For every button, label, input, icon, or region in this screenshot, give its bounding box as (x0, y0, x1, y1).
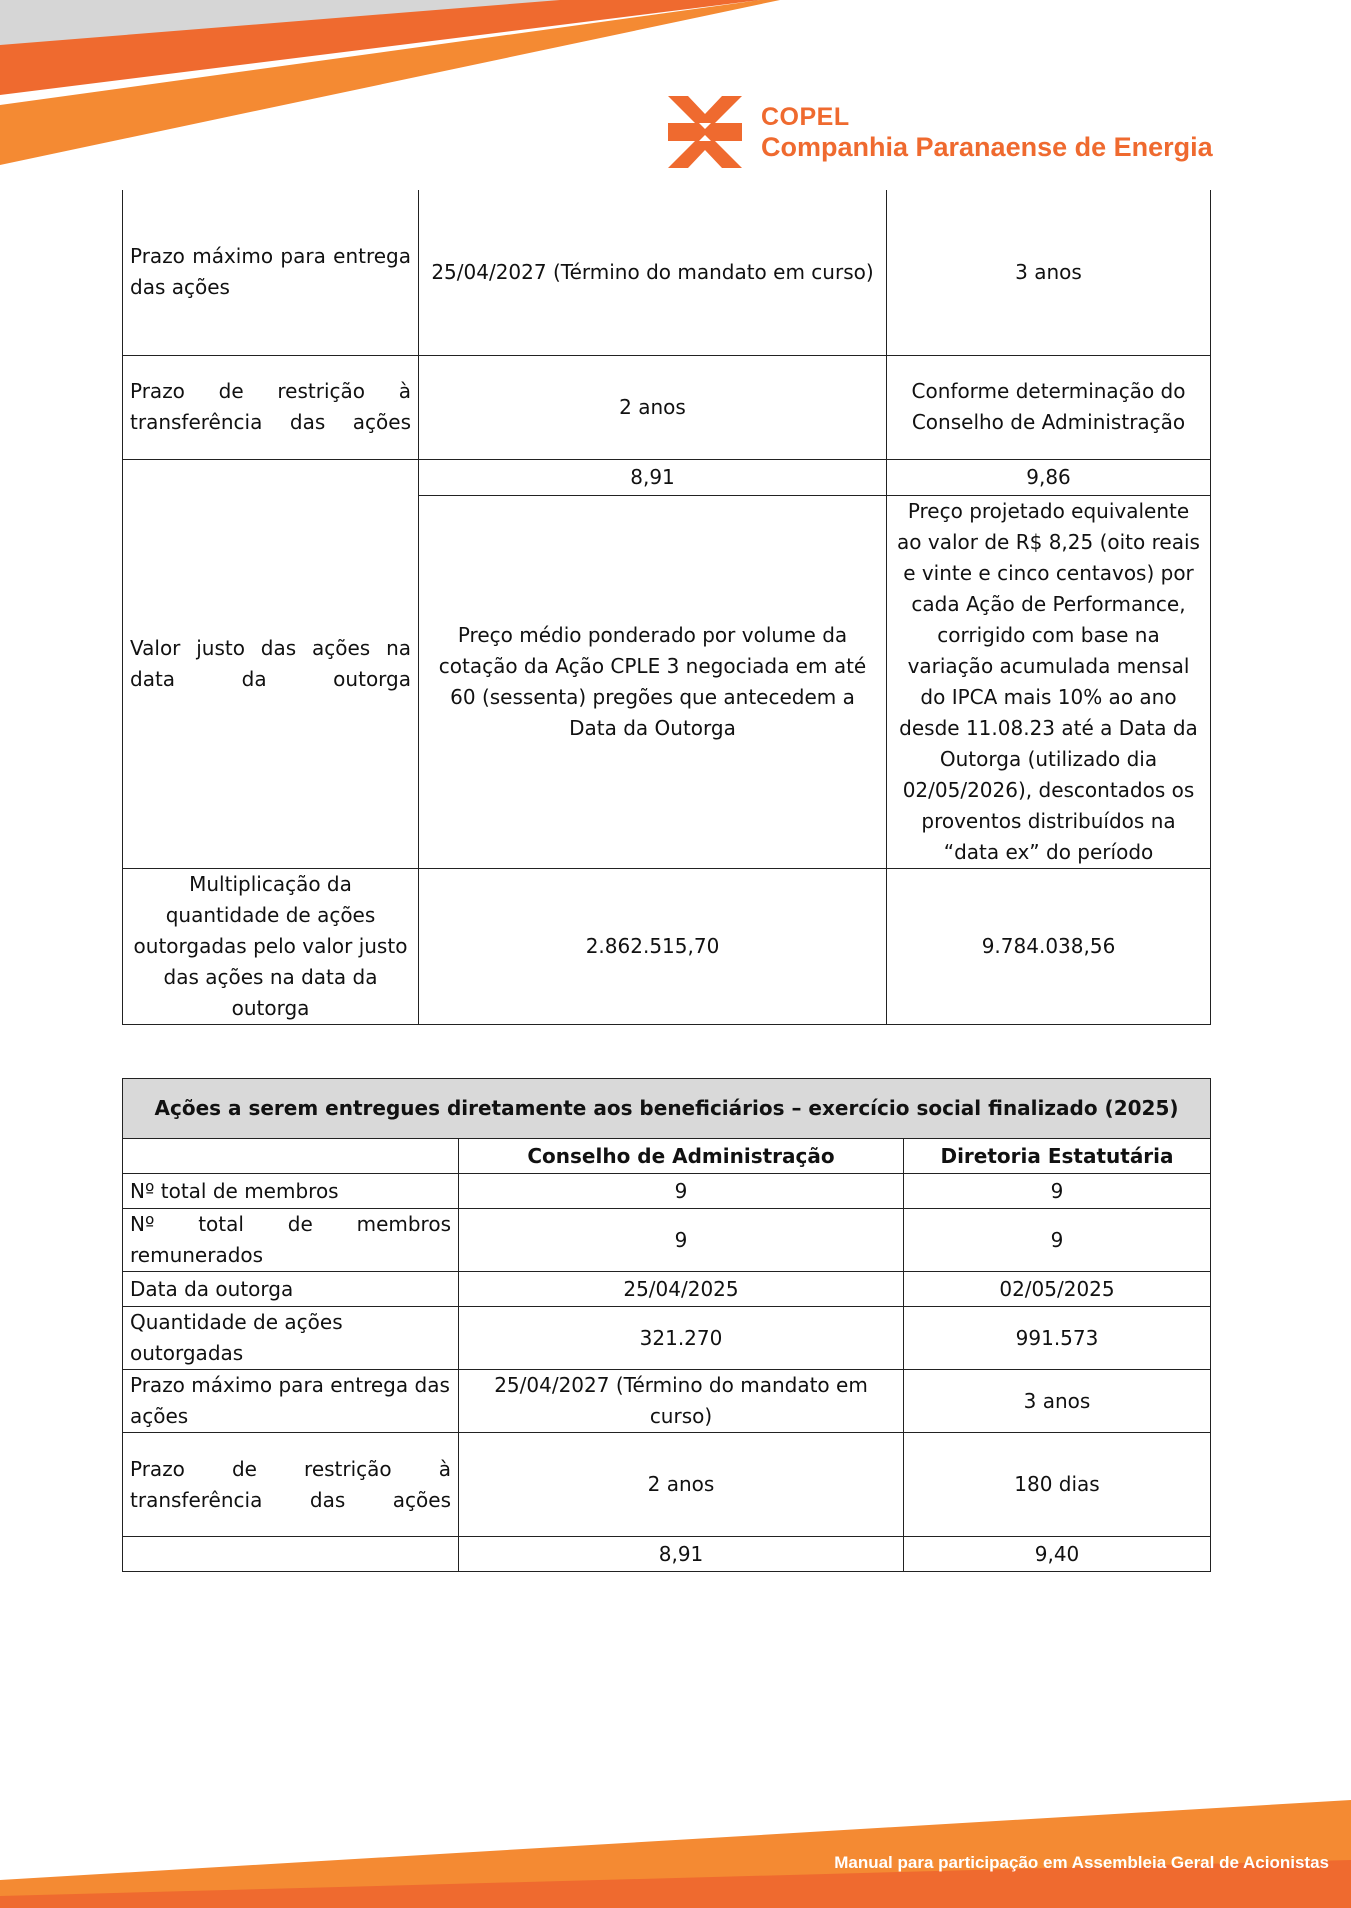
table-row (123, 1537, 1211, 1572)
footer-text: Manual para participação em Assembleia Geral de Acionistas (834, 1853, 1329, 1872)
cell-conselho: 2 anos (459, 1433, 904, 1537)
table-row (123, 355, 1211, 459)
cell-conselho: 2 anos (419, 355, 887, 459)
cell-conselho: 8,91 (459, 1537, 904, 1572)
cell-conselho: 25/04/2027 (Término do mandato em curso) (459, 1370, 904, 1433)
cell-diretoria: Conforme determinação do Conselho de Administração (887, 355, 1211, 459)
table-row (123, 1307, 1211, 1370)
row-label: Quantidade de ações outorgadas (123, 1307, 459, 1370)
shares-delivered-table (122, 1078, 1211, 1572)
cell-conselho-value: 8,91 (419, 459, 887, 495)
row-label: Prazo máximo para entrega das ações (123, 1370, 459, 1433)
cell-diretoria-note: Preço projetado equivalente ao valor de R$ 8,25 (oito reais e vinte e cinco centavos) por cada Ação de Performance, corrigido com base na variação acumulada mensal do IPCA mais 10% ao ano desde 11.08.23 até a Data da Outorga (utilizado dia 02/05/2026), descontados os proventos distribuídos na “data ex” do período (887, 495, 1211, 868)
cell-conselho-note: Preço médio ponderado por volume da cotação da Ação CPLE 3 negociada em até 60 (sessenta) pregões que antecedem a Data da Outorga (419, 495, 887, 868)
cell-conselho: 9 (459, 1209, 904, 1272)
row-label: Prazo de restrição à transferência das ações (123, 355, 419, 459)
table-row (123, 1272, 1211, 1307)
plan-details-table-continued (122, 190, 1211, 1025)
row-label: Prazo máximo para entrega das ações (123, 190, 419, 355)
cell-diretoria: 9,40 (904, 1537, 1211, 1572)
cell-diretoria: 9.784.038,56 (887, 868, 1211, 1024)
cell-conselho: 321.270 (459, 1307, 904, 1370)
table-title: Ações a serem entregues diretamente aos beneficiários – exercício social finalizado (2025) (123, 1079, 1211, 1139)
row-label: Multiplicação da quantidade de ações outorgadas pelo valor justo das ações na data da outorga (123, 868, 419, 1024)
cell-diretoria: 180 dias (904, 1433, 1211, 1537)
table-row (123, 459, 1211, 495)
table-row (123, 1370, 1211, 1433)
row-label: Prazo de restrição à transferência das ações (123, 1433, 459, 1537)
row-label: Data da outorga (123, 1272, 459, 1307)
row-label: Nº total de membros (123, 1174, 459, 1209)
cell-diretoria-value: 9,86 (887, 459, 1211, 495)
cell-diretoria: 9 (904, 1174, 1211, 1209)
logo-subtitle: Companhia Paranaense de Energia (761, 132, 1213, 162)
copel-logo-icon (668, 96, 743, 168)
column-header-conselho: Conselho de Administração (459, 1139, 904, 1174)
table-header-row (123, 1139, 1211, 1174)
cell-conselho: 25/04/2027 (Término do mandato em curso) (419, 190, 887, 355)
row-label: Valor justo das ações na data da outorga (123, 459, 419, 868)
cell-diretoria: 3 anos (887, 190, 1211, 355)
cell-conselho: 25/04/2025 (459, 1272, 904, 1307)
cell-diretoria: 02/05/2025 (904, 1272, 1211, 1307)
cell-conselho: 9 (459, 1174, 904, 1209)
table-row (123, 1209, 1211, 1272)
row-label: Nº total de membros remunerados (123, 1209, 459, 1272)
empty-header-cell (123, 1139, 459, 1174)
logo-title: COPEL (761, 103, 850, 131)
company-logo (668, 96, 1213, 168)
table-row (123, 868, 1211, 1024)
table-row (123, 1174, 1211, 1209)
table-row (123, 190, 1211, 355)
cell-conselho: 2.862.515,70 (419, 868, 887, 1024)
cell-diretoria: 3 anos (904, 1370, 1211, 1433)
table-title-row (123, 1079, 1211, 1139)
cell-diretoria: 991.573 (904, 1307, 1211, 1370)
cell-diretoria: 9 (904, 1209, 1211, 1272)
table-row (123, 1433, 1211, 1537)
row-label (123, 1537, 459, 1572)
column-header-diretoria: Diretoria Estatutária (904, 1139, 1211, 1174)
